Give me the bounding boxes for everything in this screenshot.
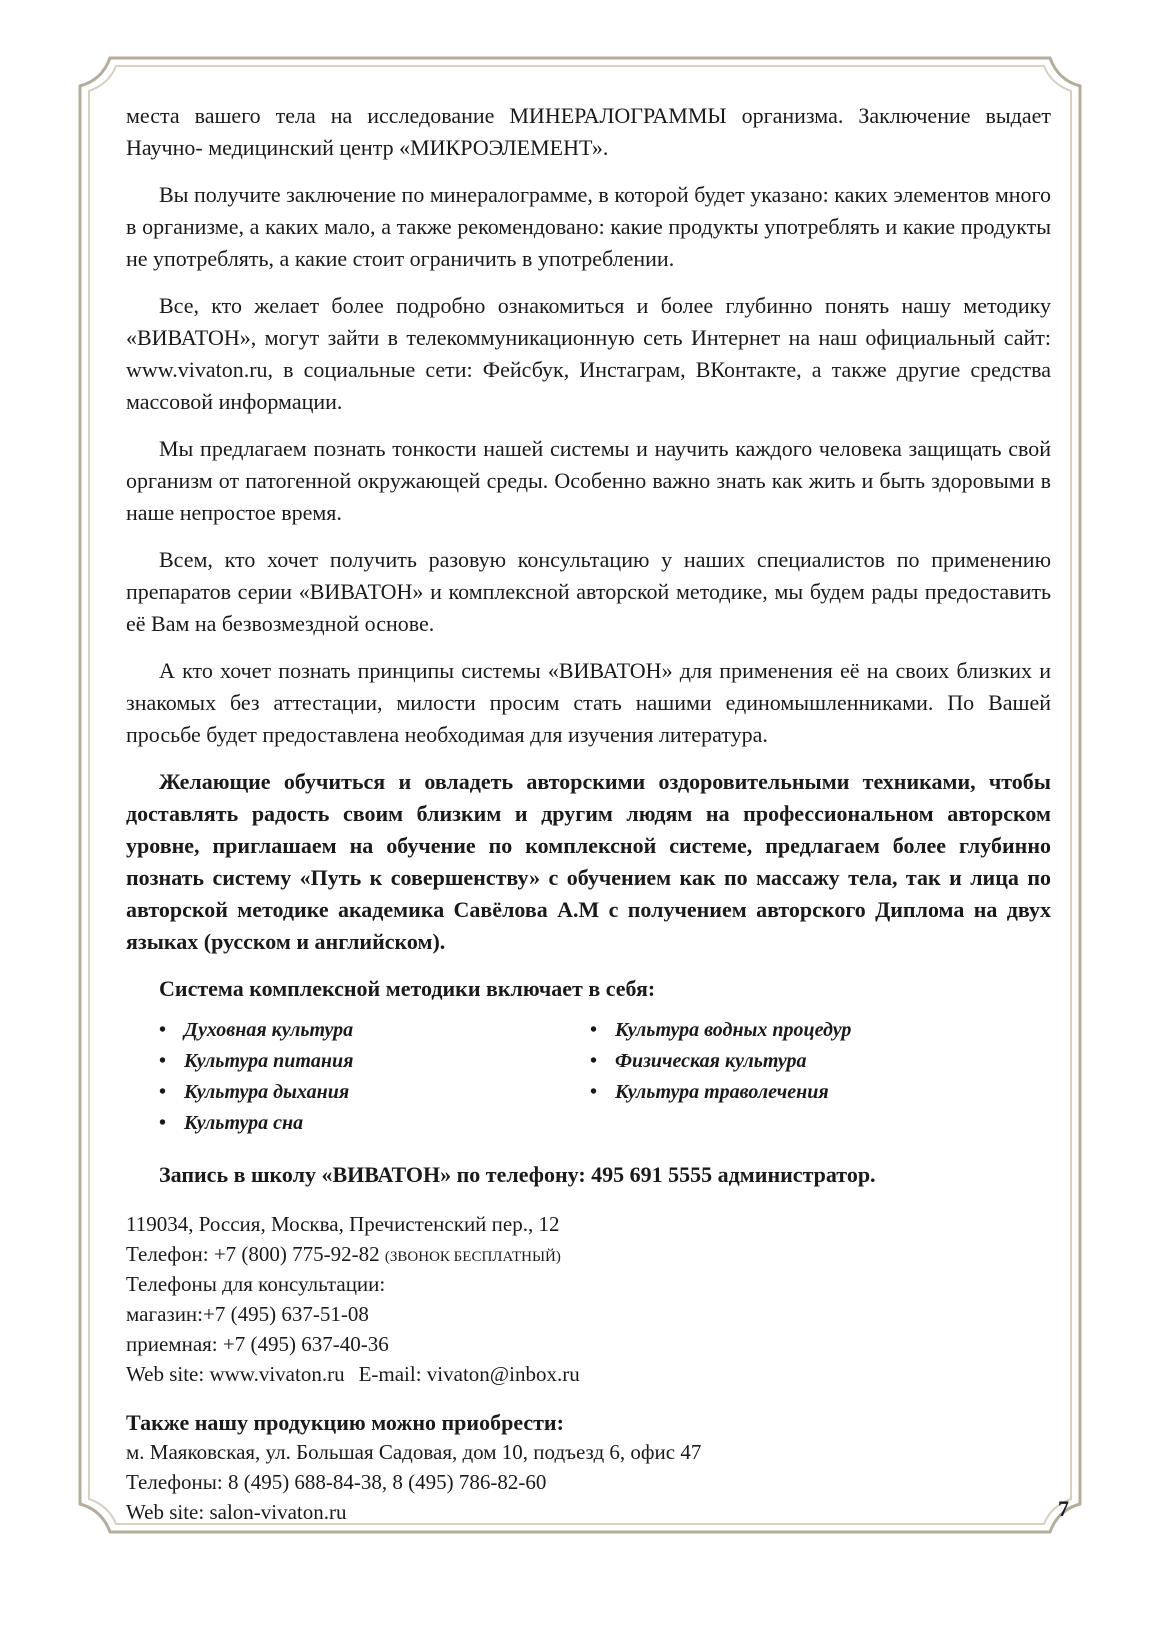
- bullet-icon: •: [159, 1081, 167, 1103]
- contact-block: [126, 1209, 1051, 1527]
- bullet-icon: •: [159, 1050, 167, 1072]
- also-buy-website[interactable]: Web site: salon-vivaton.ru: [126, 1500, 347, 1524]
- also-buy-phones[interactable]: Телефоны: 8 (495) 688-84-38, 8 (495) 786-82-60: [126, 1470, 547, 1494]
- list-item: • Культура сна: [159, 1108, 353, 1139]
- bullet-icon: •: [590, 1050, 598, 1072]
- list-item: • Культура водных процедур: [590, 1015, 851, 1046]
- bullet-icon: •: [590, 1081, 598, 1103]
- contact-reception-phone[interactable]: приемная: +7 (495) 637-40-36: [126, 1332, 389, 1356]
- paragraph-principles: А кто хочет познать принципы системы «ВИВАТОН» для применения её на своих близких и знакомых без аттестации, милости просим стать нашими единомышленниками. По Вашей просьбе будет предоставлена необходимая для изучения литература.: [126, 658, 1051, 747]
- contact-address: 119034, Россия, Москва, Пречистенский пер., 12: [126, 1212, 560, 1236]
- bullet-icon: •: [159, 1112, 167, 1134]
- also-buy-address: м. Маяковская, ул. Большая Садовая, дом 10, подъезд 6, офис 47: [126, 1440, 702, 1464]
- school-signup: Запись в школу «ВИВАТОН» по телефону: 495 691 5555 администратор.: [159, 1162, 876, 1187]
- bullet-column-left: [159, 1015, 353, 1139]
- contact-phone-note: (ЗВОНОК БЕСПЛАТНЫЙ): [384, 1249, 561, 1265]
- bullet-icon: •: [159, 1019, 167, 1041]
- also-buy-heading: Также нашу продукцию можно приобрести:: [126, 1410, 564, 1435]
- paragraph-consultation: Всем, кто хочет получить разовую консультацию у наших специалистов по применению препаратов серии «ВИВАТОН» и комплексной авторской методике, мы будем рады предоставить её Вам на безвозмездной основе.: [126, 547, 1051, 636]
- contact-web-line: [126, 1359, 1051, 1389]
- system-heading: Система комплексной методики включает в себя:: [159, 976, 656, 1001]
- paragraph-conclusion: Вы получите заключение по минералограмме, в которой будет указано: каких элементов много в организме, а каких мало, а также рекомендовано: какие продукты употреблять и какие продукты не употреблять, а какие стоит ограничить в употреблении.: [126, 182, 1051, 271]
- list-item: • Духовная культура: [159, 1015, 353, 1046]
- paragraph-mineralogram: места вашего тела на исследование МИНЕРАЛОГРАММЫ организма. Заключение выдает Научно- медицинский центр «МИКРОЭЛЕМЕНТ».: [126, 103, 1051, 160]
- page-number: 7: [1058, 1496, 1069, 1521]
- paragraph-website: Все, кто желает более подробно ознакомиться и более глубинно понять нашу методику «ВИВАТОН», могут зайти в телекоммуникационную сеть Интернет на наш официальный сайт: www.vivaton.ru, в социальные сети: Фейсбук, Инстаграм, ВКонтакте, а также другие средства массовой информации.: [126, 293, 1051, 414]
- contact-phone-line: [126, 1239, 1051, 1269]
- bullet-list: [126, 1015, 1051, 1145]
- contact-website[interactable]: Web site: www.vivaton.ru: [126, 1362, 345, 1386]
- contact-email[interactable]: E-mail: vivaton@inbox.ru: [358, 1362, 580, 1386]
- list-item: • Культура дыхания: [159, 1077, 353, 1108]
- bullet-column-right: [590, 1015, 851, 1108]
- bullet-icon: •: [590, 1019, 598, 1041]
- contact-shop-phone[interactable]: магазин:+7 (495) 637-51-08: [126, 1302, 369, 1326]
- paragraph-training: Желающие обучиться и овладеть авторскими оздоровительными техниками, чтобы доставлять радость своим близким и другим людям на профессиональном авторском уровне, приглашаем на обучение по комплексной системе, предлагаем более глубинно познать систему «Путь к совершенству» с обучением как по массажу тела, так и лица по авторской методике академика Савёлова А.М с получением авторского Диплома на двух языках (русском и английском).: [126, 769, 1051, 954]
- contact-phone[interactable]: Телефон: +7 (800) 775-92-82: [126, 1242, 380, 1266]
- contact-consult-label: Телефоны для консультации:: [126, 1272, 386, 1296]
- list-item: • Физическая культура: [590, 1046, 851, 1077]
- page-content: [126, 100, 1051, 1527]
- paragraph-system: Мы предлагаем познать тонкости нашей системы и научить каждого человека защищать свой организм от патогенной окружающей среды. Особенно важно знать как жить и быть здоровыми в наше непростое время.: [126, 436, 1051, 525]
- list-item: • Культура траволечения: [590, 1077, 851, 1108]
- list-item: • Культура питания: [159, 1046, 353, 1077]
